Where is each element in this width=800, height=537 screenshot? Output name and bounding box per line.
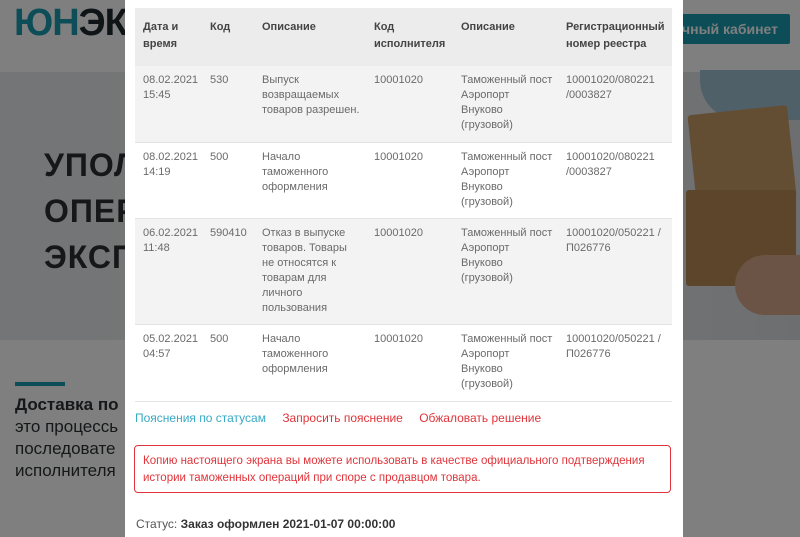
status-explanations-link[interactable]: Пояснения по статусам — [135, 411, 266, 425]
appeal-decision-link[interactable]: Обжаловать решение — [419, 411, 542, 425]
customs-history-modal — [125, 0, 683, 537]
cell-executor-code: 10001020 — [366, 142, 453, 218]
table-row — [135, 324, 672, 401]
cell-datetime: 05.02.2021 04:57 — [135, 324, 202, 401]
status-value: Заказ оформлен 2021-01-07 00:00:00 — [180, 517, 396, 531]
cell-executor-code: 10001020 — [366, 218, 453, 324]
table-row — [135, 66, 672, 142]
header-executor-description: Описание — [453, 8, 558, 66]
cell-code: 500 — [202, 324, 254, 401]
cell-datetime: 08.02.2021 14:19 — [135, 142, 202, 218]
header-code: Код — [202, 8, 254, 66]
table-row — [135, 142, 672, 218]
header-description: Описание — [254, 8, 366, 66]
cell-executor-code: 10001020 — [366, 66, 453, 142]
cell-registry-number: 10001020/050221 /П026776 — [558, 218, 672, 324]
table-row — [135, 218, 672, 324]
cell-registry-number: 10001020/050221 /П026776 — [558, 324, 672, 401]
cell-registry-number: 10001020/080221 /0003827 — [558, 66, 672, 142]
header-executor-code: Код исполнителя — [366, 8, 453, 66]
table-header-row — [135, 8, 672, 66]
cell-description: Выпуск возвращаемых товаров разрешен. — [254, 66, 366, 142]
cell-datetime: 08.02.2021 15:45 — [135, 66, 202, 142]
customs-operations-table-wrap — [135, 8, 672, 402]
cell-executor-description: Таможенный пост Аэропорт Внуково (грузовой) — [453, 66, 558, 142]
cell-description: Отказ в выпуске товаров. Товары не относятся к товарам для личного пользования — [254, 218, 366, 324]
cell-description: Начало таможенного оформления — [254, 324, 366, 401]
action-links — [135, 411, 554, 425]
cell-description: Начало таможенного оформления — [254, 142, 366, 218]
cell-datetime: 06.02.2021 11:48 — [135, 218, 202, 324]
cell-code: 500 — [202, 142, 254, 218]
order-status — [136, 517, 395, 531]
status-label: Статус: — [136, 517, 178, 531]
cell-code: 590410 — [202, 218, 254, 324]
cell-registry-number: 10001020/080221 /0003827 — [558, 142, 672, 218]
official-copy-notice: Копию настоящего экрана вы можете использовать в качестве официального подтверждения истории таможенных операций при споре с продавцом товара. — [134, 445, 671, 493]
cell-executor-description: Таможенный пост Аэропорт Внуково (грузовой) — [453, 324, 558, 401]
cell-executor-code: 10001020 — [366, 324, 453, 401]
header-registry-number: Регистрационный номер реестра — [558, 8, 672, 66]
cell-executor-description: Таможенный пост Аэропорт Внуково (грузовой) — [453, 142, 558, 218]
customs-operations-table — [135, 8, 672, 402]
header-datetime: Дата и время — [135, 8, 202, 66]
request-explanation-link[interactable]: Запросить пояснение — [282, 411, 403, 425]
cell-executor-description: Таможенный пост Аэропорт Внуково (грузовой) — [453, 218, 558, 324]
cell-code: 530 — [202, 66, 254, 142]
